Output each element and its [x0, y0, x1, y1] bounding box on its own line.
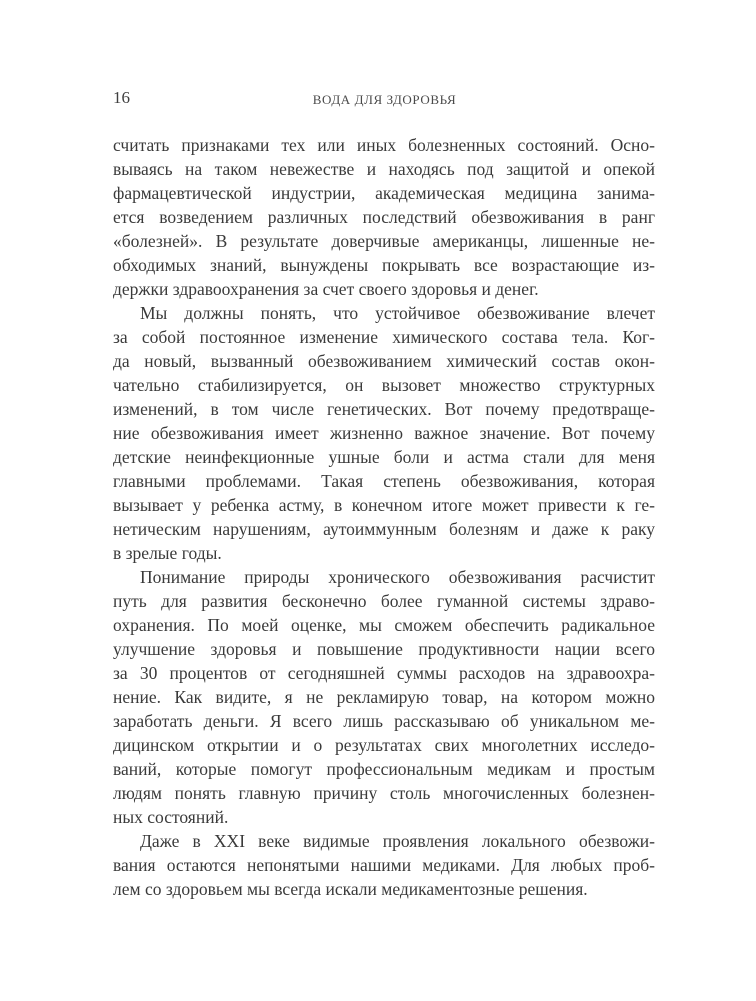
text-line: за собой постоянное изменение химического состава тела. Ког-	[113, 327, 655, 347]
text-line: нение. Как видите, я не рекламирую товар, на котором можно	[113, 687, 655, 707]
text-line: людям понять главную причину столь многочисленных болезнен-	[113, 783, 655, 803]
paragraph	[113, 133, 655, 301]
body-text	[113, 133, 655, 901]
running-title: ВОДА ДЛЯ ЗДОРОВЬЯ	[312, 92, 457, 107]
text-line: нетическим нарушениям, аутоиммунным болезням и даже к раку	[113, 519, 655, 539]
text-line: Мы должны понять, что устойчивое обезвоживание влечет	[140, 303, 655, 323]
text-line: изменений, в том числе генетических. Вот почему предотвраще-	[113, 399, 655, 419]
text-line: лем со здоровьем мы всегда искали медикаментозные решения.	[113, 879, 588, 899]
text-line: охранения. По моей оценке, мы сможем обеспечить радикальное	[113, 615, 655, 635]
text-line: в зрелые годы.	[113, 543, 222, 563]
text-line: детские неинфекционные ушные боли и астма стали для меня	[113, 447, 655, 467]
text-line: ние обезвоживания имеет жизненно важное значение. Вот почему	[113, 423, 655, 443]
page-header	[113, 88, 656, 110]
text-line: вания остаются непонятыми нашими медиками. Для любых проб-	[113, 855, 655, 875]
text-line: улучшение здоровья и повышение продуктивности нации всего	[113, 639, 655, 659]
text-line: заработать деньги. Я всего лишь рассказываю об уникальном ме-	[113, 711, 655, 731]
text-line: чательно стабилизируется, он вызовет множество структурных	[113, 375, 655, 395]
text-line: фармацевтической индустрии, академическая медицина занима-	[113, 183, 655, 203]
text-line: путь для развития бесконечно более гуманной системы здраво-	[113, 591, 655, 611]
paragraph	[113, 829, 655, 901]
page-number: 16	[113, 88, 130, 107]
paragraph	[113, 301, 655, 565]
text-line: да новый, вызванный обезвоживанием химический состав окон-	[113, 351, 655, 371]
text-line: считать признаками тех или иных болезненных состояний. Осно-	[113, 135, 655, 155]
text-line: главными проблемами. Такая степень обезвоживания, которая	[113, 471, 655, 491]
text-line: «болезней». В результате доверчивые американцы, лишенные не-	[113, 231, 655, 251]
paragraph	[113, 565, 655, 829]
text-line: обходимых знаний, вынуждены покрывать все возрастающие из-	[113, 255, 655, 275]
text-line: держки здравоохранения за счет своего здоровья и денег.	[113, 279, 539, 299]
text-line: за 30 процентов от сегодняшней суммы расходов на здравоохра-	[113, 663, 655, 683]
text-line: ных состояний.	[113, 807, 229, 827]
text-line: дицинском открытии и о результатах свих многолетних исследо-	[113, 735, 655, 755]
text-line: Понимание природы хронического обезвоживания расчистит	[140, 567, 655, 587]
text-line: ется возведением различных последствий обезвоживания в ранг	[113, 207, 655, 227]
text-line: вываясь на таком невежестве и находясь под защитой и опекой	[113, 159, 655, 179]
text-line: ваний, которые помогут профессиональным медикам и простым	[113, 759, 655, 779]
text-line: вызывает у ребенка астму, в конечном итоге может привести к ге-	[113, 495, 655, 515]
text-line: Даже в XXI веке видимые проявления локального обезвожи-	[140, 831, 655, 851]
